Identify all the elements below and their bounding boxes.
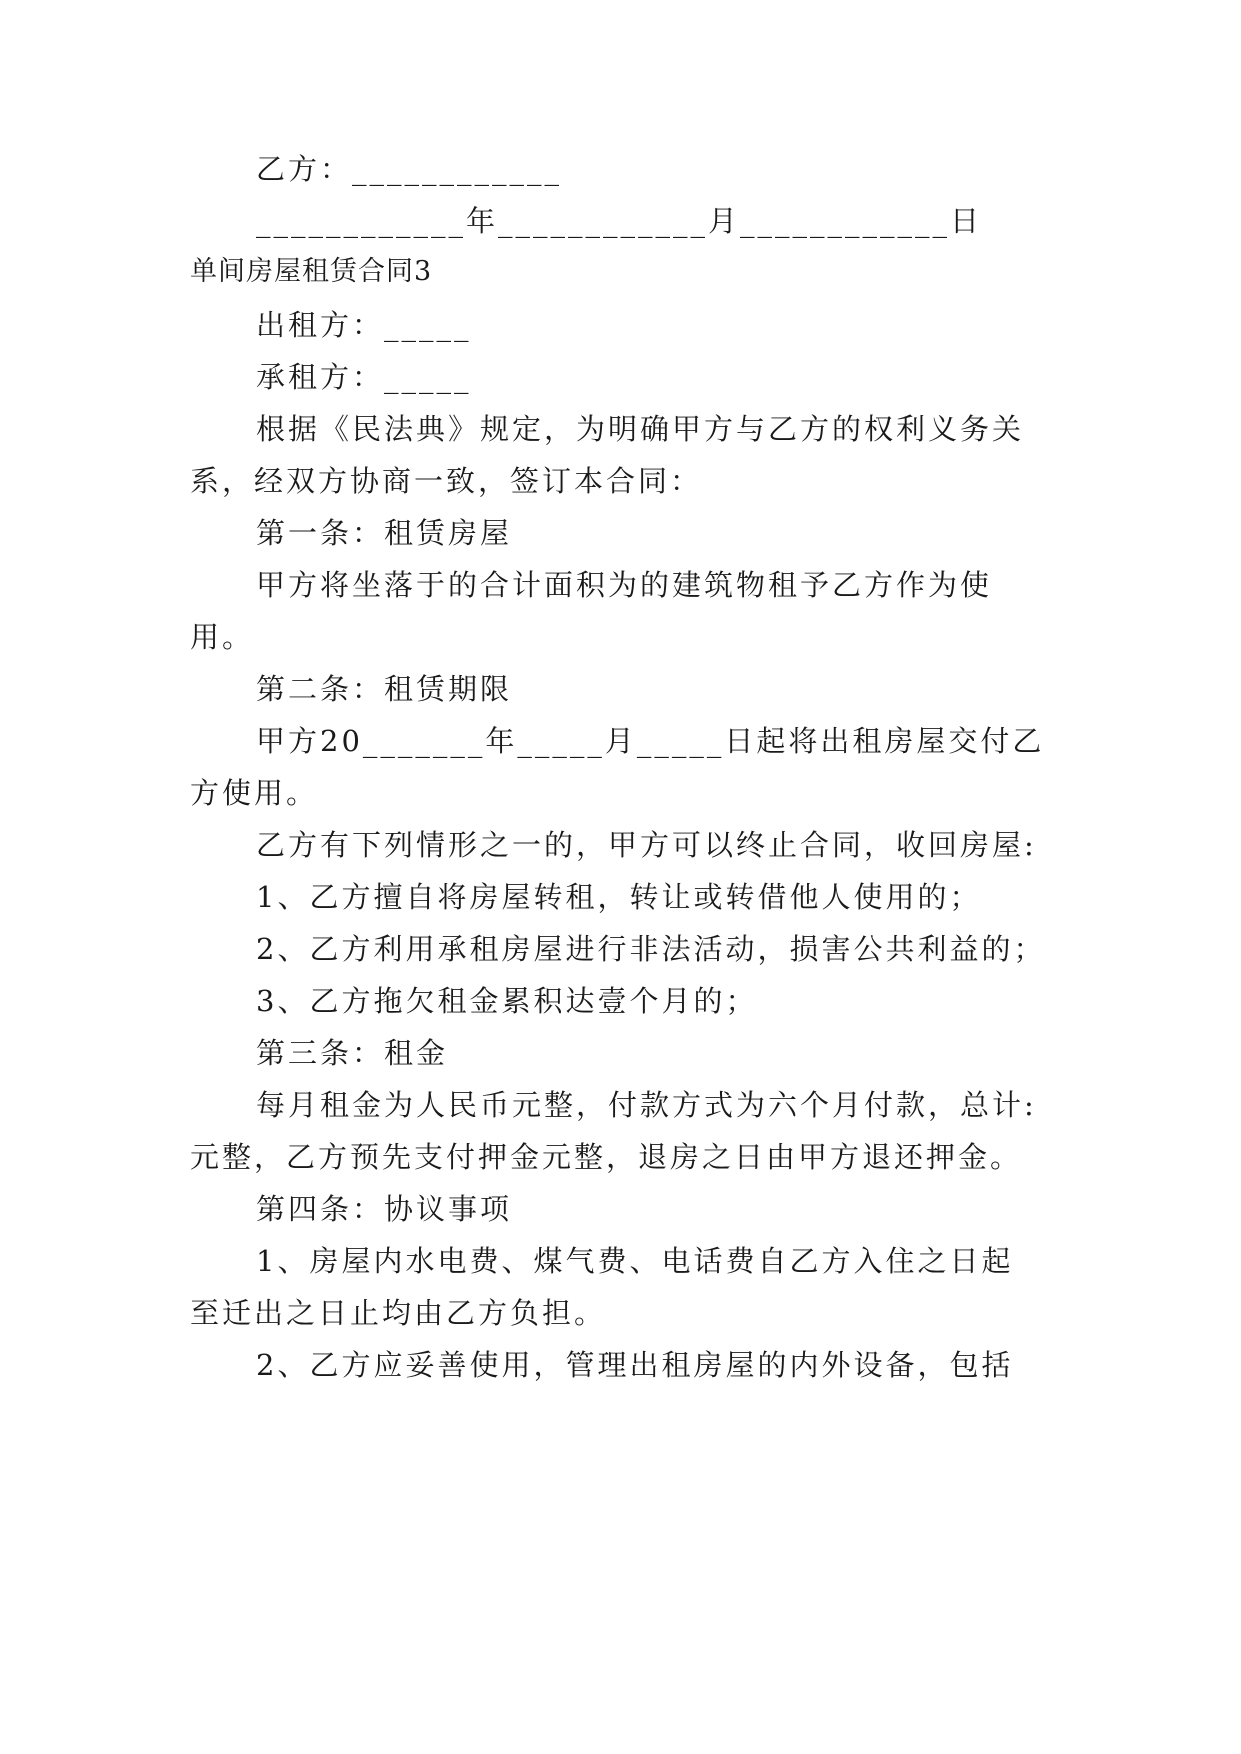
- preamble-line-2: 系，经双方协商一致，签订本合同：: [190, 464, 703, 498]
- lessor-line: 出租方：_____: [256, 308, 472, 342]
- article-1-line-2: 用。: [190, 620, 255, 654]
- date-line: ____________年____________月____________日: [256, 204, 983, 238]
- contract-title: 单间房屋租赁合同3: [190, 256, 433, 287]
- preamble-line-1: 根据《民法典》规定，为明确甲方与乙方的权利义务关: [256, 412, 1025, 446]
- lessee-line: 承租方：_____: [256, 360, 472, 394]
- article-1-heading: 第一条：租赁房屋: [256, 516, 513, 550]
- termination-item-1: 1、乙方擅自将房屋转租，转让或转借他人使用的；: [256, 880, 982, 914]
- article-4-item-2-line-1: 2、乙方应妥善使用，管理出租房屋的内外设备，包括: [256, 1348, 1014, 1382]
- termination-intro: 乙方有下列情形之一的，甲方可以终止合同，收回房屋:: [256, 828, 1037, 862]
- article-2-line-2: 方使用。: [190, 776, 319, 810]
- article-4-item-1-line-2: 至迁出之日止均由乙方负担。: [190, 1296, 607, 1330]
- article-3-line-2: 元整，乙方预先支付押金元整，退房之日由甲方退还押金。: [190, 1140, 1023, 1174]
- party-b-line: 乙方：____________: [256, 152, 563, 186]
- termination-item-3: 3、乙方拖欠租金累积达壹个月的；: [256, 984, 758, 1018]
- article-3-heading: 第三条：租金: [256, 1036, 449, 1070]
- article-4-heading: 第四条：协议事项: [256, 1192, 513, 1226]
- article-3-line-1: 每月租金为人民币元整，付款方式为六个月付款，总计:: [256, 1088, 1037, 1122]
- article-2-line-1: 甲方20_______年_____月_____日起将出租房屋交付乙: [256, 724, 1045, 758]
- article-4-item-1-line-1: 1、房屋内水电费、煤气费、电话费自乙方入住之日起: [256, 1244, 1014, 1278]
- article-1-line-1: 甲方将坐落于的合计面积为的建筑物租予乙方作为使: [256, 568, 993, 602]
- termination-item-2: 2、乙方利用承租房屋进行非法活动，损害公共利益的；: [256, 932, 1046, 966]
- article-2-heading: 第二条：租赁期限: [256, 672, 513, 706]
